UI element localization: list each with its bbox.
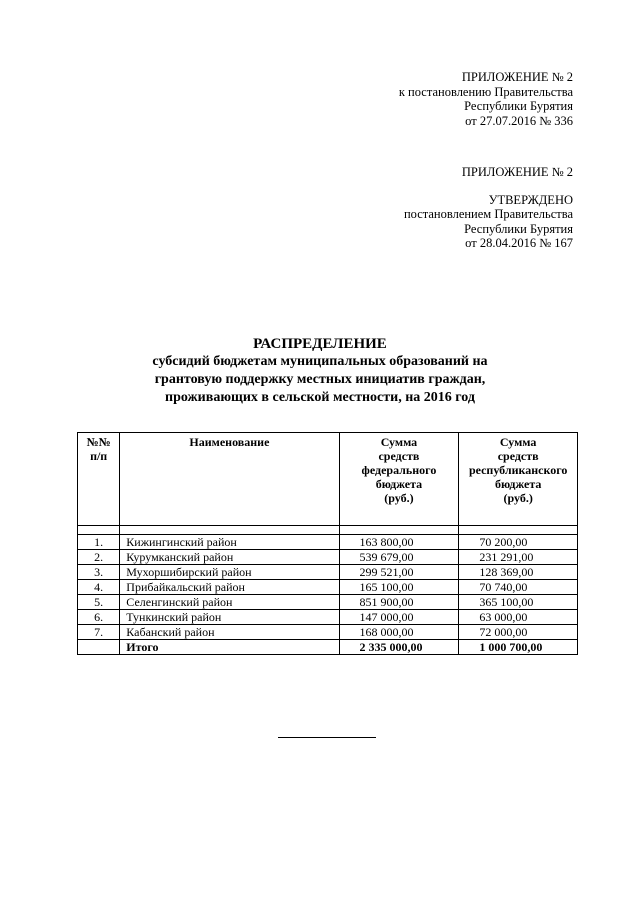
header-name <box>120 433 339 526</box>
header-line: бюджета <box>375 477 423 491</box>
total-row <box>78 640 578 655</box>
annex-date-number: от 27.07.2016 № 336 <box>465 113 573 128</box>
table-header-row <box>78 433 578 526</box>
district-name: Тункинский район <box>120 610 339 625</box>
republic-amount: 72 000,00 <box>459 625 578 640</box>
header-line: республиканского <box>468 463 568 477</box>
row-number: 6. <box>78 610 120 625</box>
spacer-cell <box>339 526 459 535</box>
total-label: Итого <box>120 640 339 655</box>
table-row <box>78 625 578 640</box>
header-line: Сумма <box>380 435 418 449</box>
table-row <box>78 580 578 595</box>
annex-header-amendment <box>399 70 573 128</box>
row-number: 5. <box>78 595 120 610</box>
spacer-cell <box>120 526 339 535</box>
title-line-3: проживающих в сельской местности, на 2016 год <box>165 390 475 405</box>
row-number: 4. <box>78 580 120 595</box>
header-number <box>78 433 120 526</box>
header-line: Сумма <box>499 435 537 449</box>
header-line: средств <box>497 449 539 463</box>
district-name: Мухоршибирский район <box>120 565 339 580</box>
header-line: Наименование <box>189 435 270 449</box>
table-row <box>78 550 578 565</box>
header-line: (руб.) <box>503 491 533 505</box>
district-name: Курумканский район <box>120 550 339 565</box>
end-rule <box>278 737 376 738</box>
table-row <box>78 535 578 550</box>
table-row <box>78 595 578 610</box>
republic-amount: 70 200,00 <box>459 535 578 550</box>
federal-amount: 851 900,00 <box>339 595 459 610</box>
annex-label: ПРИЛОЖЕНИЕ № 2 <box>461 70 573 84</box>
spacer-cell <box>78 526 120 535</box>
header-line: средств <box>378 449 420 463</box>
federal-amount: 539 679,00 <box>339 550 459 565</box>
federal-amount: 165 100,00 <box>339 580 459 595</box>
annex-republic: Республики Бурятия <box>464 99 573 113</box>
annex-header-approved <box>404 165 573 251</box>
title-heading: РАСПРЕДЕЛЕНИЕ <box>253 336 387 352</box>
annex-label: ПРИЛОЖЕНИЕ № 2 <box>461 165 573 179</box>
header-federal <box>339 433 459 526</box>
annex-republic: Республики Бурятия <box>464 221 573 236</box>
header-line: (руб.) <box>384 491 414 505</box>
row-number: 3. <box>78 565 120 580</box>
spacer-row <box>78 526 578 535</box>
spacer <box>404 180 573 193</box>
total-republic: 1 000 700,00 <box>459 640 578 655</box>
title-line-2: грантовую поддержку местных инициатив граждан, <box>154 372 486 387</box>
title-line-1: субсидий бюджетам муниципальных образований на <box>152 354 488 369</box>
subsidy-distribution-table <box>77 432 578 655</box>
district-name: Прибайкальский район <box>120 580 339 595</box>
republic-amount: 128 369,00 <box>459 565 578 580</box>
district-name: Селенгинский район <box>120 595 339 610</box>
table-row <box>78 565 578 580</box>
republic-amount: 365 100,00 <box>459 595 578 610</box>
row-number: 2. <box>78 550 120 565</box>
district-name: Кижингинский район <box>120 535 339 550</box>
republic-amount: 70 740,00 <box>459 580 578 595</box>
document-title <box>0 335 640 407</box>
total-number-cell <box>78 640 120 655</box>
federal-amount: 299 521,00 <box>339 565 459 580</box>
header-line: бюджета <box>494 477 542 491</box>
header-republic <box>459 433 578 526</box>
federal-amount: 163 800,00 <box>339 535 459 550</box>
approved-label: УТВЕРЖДЕНО <box>488 192 573 207</box>
row-number: 7. <box>78 625 120 640</box>
header-line: №№ <box>86 435 111 449</box>
annex-resolution-ref: к постановлению Правительства <box>398 84 573 99</box>
federal-amount: 168 000,00 <box>339 625 459 640</box>
header-line: п/п <box>90 449 108 463</box>
republic-amount: 231 291,00 <box>459 550 578 565</box>
republic-amount: 63 000,00 <box>459 610 578 625</box>
table-body <box>78 535 578 655</box>
federal-amount: 147 000,00 <box>339 610 459 625</box>
annex-resolution-ref: постановлением Правительства <box>403 207 573 221</box>
district-name: Кабанский район <box>120 625 339 640</box>
total-federal: 2 335 000,00 <box>339 640 459 655</box>
spacer-cell <box>459 526 578 535</box>
header-line: федерального <box>361 463 437 477</box>
annex-date-number: от 28.04.2016 № 167 <box>465 236 573 250</box>
table-row <box>78 610 578 625</box>
row-number: 1. <box>78 535 120 550</box>
